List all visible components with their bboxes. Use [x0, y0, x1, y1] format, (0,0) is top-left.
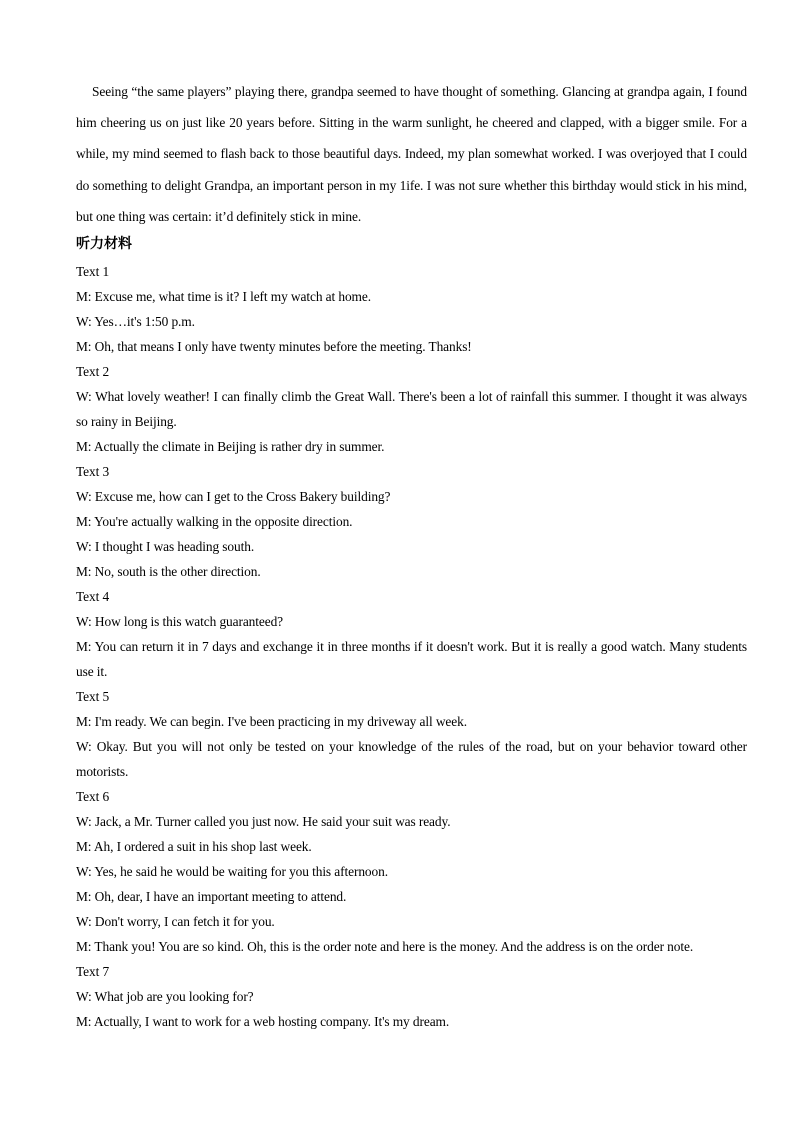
dialogue-line: M: Excuse me, what time is it? I left my watch at home.	[76, 289, 371, 304]
dialogue-line: W: How long is this watch guaranteed?	[76, 614, 284, 629]
text-label: Text 5	[76, 689, 110, 704]
text-label: Text 6	[76, 789, 110, 804]
dialogue-line: W: Yes…it's 1:50 p.m.	[76, 314, 195, 329]
text-label: Text 2	[76, 364, 110, 379]
dialogue-line: M: No, south is the other direction.	[76, 564, 261, 579]
dialogue-line: M: Actually the climate in Beijing is rather dry in summer.	[76, 439, 385, 454]
dialogue-line: W: I thought I was heading south.	[76, 539, 255, 554]
dialogue-line: M: Oh, that means I only have twenty minutes before the meeting. Thanks!	[76, 339, 472, 354]
listening-transcript	[76, 259, 747, 1034]
dialogue-line: M: Oh, dear, I have an important meeting to attend.	[76, 889, 347, 904]
dialogue-line: W: Yes, he said he would be waiting for you this afternoon.	[76, 864, 388, 879]
dialogue-line: W: Don't worry, I can fetch it for you.	[76, 914, 275, 929]
text-label: Text 4	[76, 589, 110, 604]
dialogue-line: M: Ah, I ordered a suit in his shop last week.	[76, 839, 312, 854]
dialogue-line: M: Actually, I want to work for a web hosting company. It's my dream.	[76, 1014, 450, 1029]
text-label: Text 7	[76, 964, 110, 979]
text-label: Text 3	[76, 464, 110, 479]
dialogue-line: W: What lovely weather! I can finally climb the Great Wall. There's been a lot of rainfall this summer. I thought it was always so rainy in Beijing.	[76, 389, 747, 429]
dialogue-line: W: Excuse me, how can I get to the Cross Bakery building?	[76, 489, 391, 504]
dialogue-line: M: You're actually walking in the opposite direction.	[76, 514, 353, 529]
story-paragraph: Seeing “the same players” playing there, grandpa seemed to have thought of something. Glancing at grandpa again, I found him cheering us on just like 20 years before. Sitting in the warm sunlight, he cheered and clapped, with a bigger smile. For a while, my mind seemed to flash back to those beautiful days. Indeed, my plan somewhat worked. I was overjoyed that I could do something to delight Grandpa, an important person in my 1ife. I was not sure whether this birthday would stick in his mind, but one thing was certain: it’d definitely stick in mine.	[76, 84, 747, 224]
dialogue-line: M: You can return it in 7 days and exchange it in three months if it doesn't work. But it is really a good watch. Many students use it.	[76, 639, 747, 679]
dialogue-line: W: What job are you looking for?	[76, 989, 254, 1004]
text-label: Text 1	[76, 264, 110, 279]
dialogue-line: M: I'm ready. We can begin. I've been practicing in my driveway all week.	[76, 714, 467, 729]
dialogue-line: W: Okay. But you will not only be tested on your knowledge of the rules of the road, but on your behavior toward other motorists.	[76, 739, 747, 779]
dialogue-line: M: Thank you! You are so kind. Oh, this is the order note and here is the money. And the address is on the order note.	[76, 939, 694, 954]
listening-heading: 听力材料	[76, 236, 132, 252]
dialogue-line: W: Jack, a Mr. Turner called you just now. He said your suit was ready.	[76, 814, 451, 829]
